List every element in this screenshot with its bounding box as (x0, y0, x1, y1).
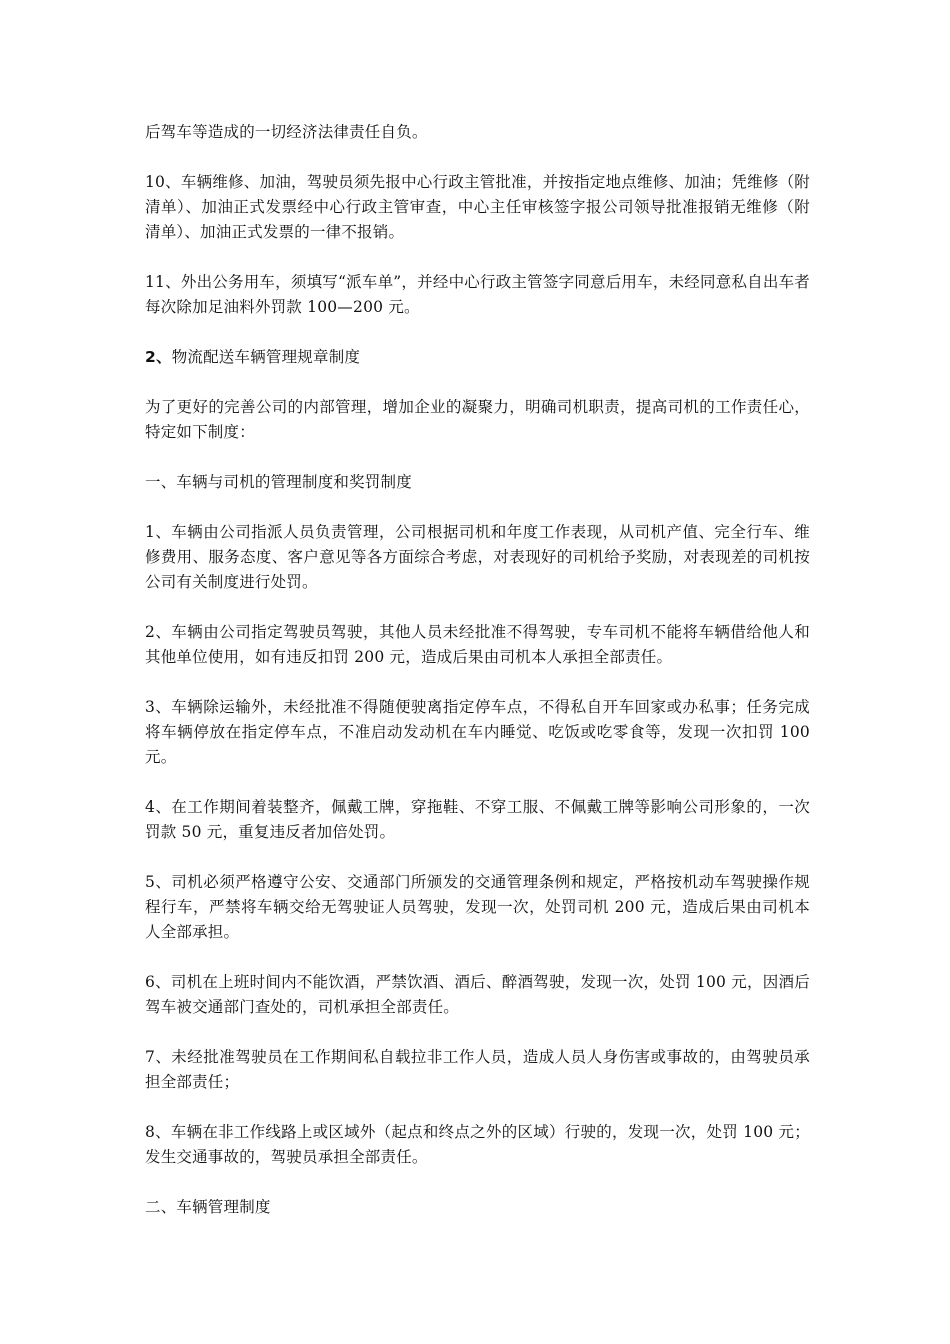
paragraph-item-3: 3、车辆除运输外，未经批准不得随便驶离指定停车点，不得私自开车回家或办私事；任务完成将车辆停放在指定停车点，不准启动发动机在车内睡觉、吃饭或吃零食等，发现一次扣罚 100 元。 (145, 698, 810, 766)
section-title: 物流配送车辆管理规章制度 (171, 348, 361, 366)
paragraph-item-7: 7、未经批准驾驶员在工作期间私自载拉非工作人员，造成人员人身伤害或事故的，由驾驶员承担全部责任； (145, 1048, 810, 1091)
paragraph-item-8: 8、车辆在非工作线路上或区域外（起点和终点之外的区域）行驶的，发现一次，处罚 100 元；发生交通事故的，驾驶员承担全部责任。 (145, 1123, 810, 1166)
paragraph-item-5: 5、司机必须严格遵守公安、交通部门所颁发的交通管理条例和规定，严格按机动车驾驶操作规程行车，严禁将车辆交给无驾驶证人员驾驶，发现一次，处罚司机 200 元，造成后果由司机本人全部承担。 (145, 873, 810, 941)
subsection-heading-2: 二、车辆管理制度 (145, 1198, 271, 1216)
paragraph-item-6: 6、司机在上班时间内不能饮酒，严禁饮酒、酒后、醉酒驾驶，发现一次，处罚 100 元，因酒后驾车被交通部门查处的，司机承担全部责任。 (145, 973, 810, 1016)
section-heading (145, 345, 810, 370)
paragraph-intro: 为了更好的完善公司的内部管理，增加企业的凝聚力，明确司机职责，提高司机的工作责任心，特定如下制度： (145, 398, 810, 441)
document-body (145, 120, 810, 1245)
paragraph-rule-11: 11、外出公务用车，须填写“派车单”，并经中心行政主管签字同意后用车，未经同意私自出车者每次除加足油料外罚款 100—200 元。 (145, 273, 810, 316)
paragraph-rule-10: 10、车辆维修、加油，驾驶员须先报中心行政主管批准，并按指定地点维修、加油；凭维修（附清单）、加油正式发票经中心行政主管审查，中心主任审核签字报公司领导批准报销无维修（附清单）、加油正式发票的一律不报销。 (145, 173, 810, 241)
paragraph-liability: 后驾车等造成的一切经济法律责任自负。 (145, 123, 428, 141)
paragraph-item-2: 2、车辆由公司指定驾驶员驾驶，其他人员未经批准不得驾驶，专车司机不能将车辆借给他人和其他单位使用，如有违反扣罚 200 元，造成后果由司机本人承担全部责任。 (145, 623, 810, 666)
paragraph-item-1: 1、车辆由公司指派人员负责管理，公司根据司机和年度工作表现，从司机产值、完全行车、维修费用、服务态度、客户意见等各方面综合考虑，对表现好的司机给予奖励，对表现差的司机按公司有关制度进行处罚。 (145, 523, 810, 591)
section-number: 2、 (145, 348, 172, 366)
paragraph-item-4: 4、在工作期间着装整齐，佩戴工牌，穿拖鞋、不穿工服、不佩戴工牌等影响公司形象的，一次罚款 50 元，重复违反者加倍处罚。 (145, 798, 810, 841)
subsection-heading-1: 一、车辆与司机的管理制度和奖罚制度 (145, 473, 412, 491)
